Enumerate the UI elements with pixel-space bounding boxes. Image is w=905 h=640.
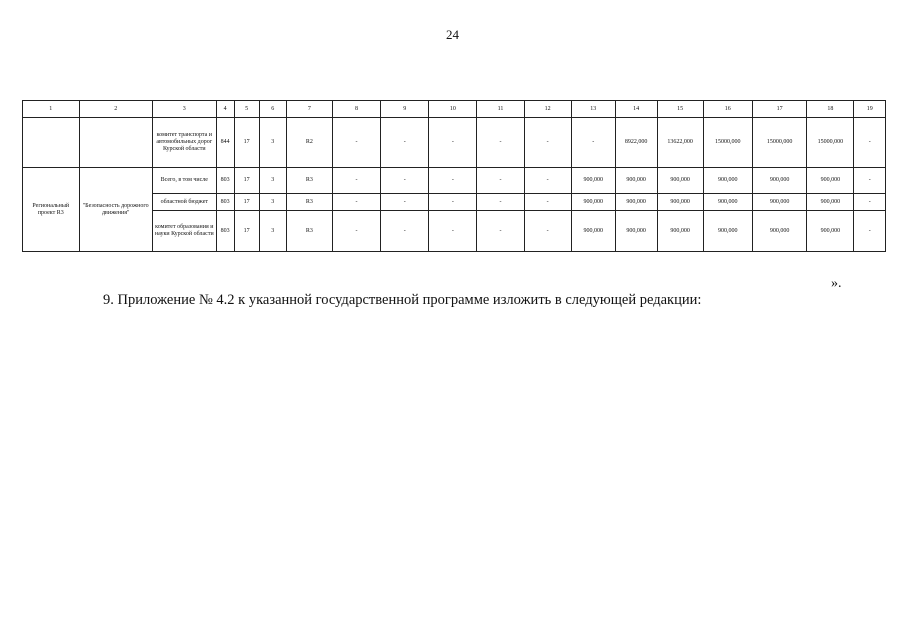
- table-cell: 3: [259, 194, 286, 211]
- table-cell: R3: [286, 211, 332, 252]
- table-header-cell: 17: [752, 101, 806, 118]
- table-header-row: [23, 101, 886, 118]
- table-row: [23, 211, 886, 252]
- table-cell: R2: [286, 118, 332, 168]
- table-cell: -: [429, 118, 477, 168]
- table-cell: -: [571, 118, 615, 168]
- table-cell: 15000,000: [703, 118, 752, 168]
- table-cell: 15000,000: [807, 118, 854, 168]
- table-header-cell: 10: [429, 101, 477, 118]
- table-row: [23, 118, 886, 168]
- table-cell: R3: [286, 168, 332, 194]
- table-cell: 900,000: [571, 211, 615, 252]
- page-number: 24: [446, 27, 459, 42]
- table-cell: -: [381, 211, 429, 252]
- table-cell: 900,000: [752, 194, 806, 211]
- table-cell: -: [524, 211, 571, 252]
- table-header-cell: 19: [854, 101, 886, 118]
- table-cell: 17: [234, 194, 259, 211]
- table-header-cell: 11: [477, 101, 524, 118]
- table-cell: комитет образования и науки Курской области: [152, 211, 216, 252]
- table-cell: -: [477, 168, 524, 194]
- table-row: [23, 168, 886, 194]
- table-header-cell: 18: [807, 101, 854, 118]
- table-header-cell: 9: [381, 101, 429, 118]
- table-cell: -: [332, 118, 380, 168]
- table-cell: 803: [216, 211, 234, 252]
- table-cell: 3: [259, 211, 286, 252]
- table-cell: -: [854, 211, 886, 252]
- table-header-cell: 15: [657, 101, 703, 118]
- table-header-cell: 7: [286, 101, 332, 118]
- table-cell: -: [429, 211, 477, 252]
- table-row: [23, 194, 886, 211]
- table-cell: -: [381, 194, 429, 211]
- table-cell: -: [429, 168, 477, 194]
- table-cell: -: [854, 194, 886, 211]
- table-cell: 900,000: [752, 168, 806, 194]
- table-cell: 900,000: [571, 168, 615, 194]
- closing-quote-mark: ».: [831, 276, 842, 291]
- budget-table: [22, 100, 886, 252]
- table-cell: 3: [259, 168, 286, 194]
- table-cell: -: [381, 118, 429, 168]
- table-cell: 900,000: [807, 194, 854, 211]
- table-cell: -: [429, 194, 477, 211]
- table-cell: -: [332, 211, 380, 252]
- table-cell: 900,000: [807, 168, 854, 194]
- table-cell: 13622,000: [657, 118, 703, 168]
- table-cell: -: [524, 168, 571, 194]
- table-cell: 900,000: [657, 168, 703, 194]
- table-cell: [79, 118, 152, 168]
- table-cell: [23, 118, 80, 168]
- table-cell: 8922,000: [615, 118, 657, 168]
- table-cell: 17: [234, 211, 259, 252]
- table-header-cell: 8: [332, 101, 380, 118]
- table-header-cell: 13: [571, 101, 615, 118]
- table-cell: 15000,000: [752, 118, 806, 168]
- table-cell: -: [524, 118, 571, 168]
- table-header-cell: 1: [23, 101, 80, 118]
- table-cell: 900,000: [615, 211, 657, 252]
- table-cell: 803: [216, 194, 234, 211]
- table-header-cell: 14: [615, 101, 657, 118]
- table-cell: -: [381, 168, 429, 194]
- merged-project-cell: Региональный проект R3: [23, 168, 80, 252]
- table-cell: 900,000: [703, 211, 752, 252]
- table-cell: областной бюджет: [152, 194, 216, 211]
- table-cell: 900,000: [657, 211, 703, 252]
- table-cell: 844: [216, 118, 234, 168]
- table-header-cell: 4: [216, 101, 234, 118]
- table-header-cell: 12: [524, 101, 571, 118]
- table-header-cell: 3: [152, 101, 216, 118]
- table-cell: 803: [216, 168, 234, 194]
- table-cell: -: [332, 168, 380, 194]
- table-cell: 900,000: [615, 168, 657, 194]
- table-cell: комитет транспорта и автомобильных дорог Курской области: [152, 118, 216, 168]
- amendment-paragraph: 9. Приложение № 4.2 к указанной государственной программе изложить в следующей редакции:: [103, 292, 702, 308]
- table-header-cell: 6: [259, 101, 286, 118]
- table-cell: -: [854, 168, 886, 194]
- table-cell: 900,000: [752, 211, 806, 252]
- table-cell: -: [524, 194, 571, 211]
- table-cell: Всего, в том числе: [152, 168, 216, 194]
- table-cell: -: [477, 118, 524, 168]
- table-cell: -: [332, 194, 380, 211]
- table-cell: 17: [234, 168, 259, 194]
- table-header-cell: 16: [703, 101, 752, 118]
- table-cell: R3: [286, 194, 332, 211]
- table-header-cell: 5: [234, 101, 259, 118]
- table-cell: 900,000: [807, 211, 854, 252]
- table-cell: 17: [234, 118, 259, 168]
- table-cell: 3: [259, 118, 286, 168]
- table-cell: -: [854, 118, 886, 168]
- table-header-cell: 2: [79, 101, 152, 118]
- table-cell: 900,000: [571, 194, 615, 211]
- table-cell: 900,000: [657, 194, 703, 211]
- table-cell: 900,000: [615, 194, 657, 211]
- table-cell: 900,000: [703, 168, 752, 194]
- merged-name-cell: "Безопасность дорожного движения": [79, 168, 152, 252]
- table-cell: -: [477, 194, 524, 211]
- table-cell: -: [477, 211, 524, 252]
- table-cell: 900,000: [703, 194, 752, 211]
